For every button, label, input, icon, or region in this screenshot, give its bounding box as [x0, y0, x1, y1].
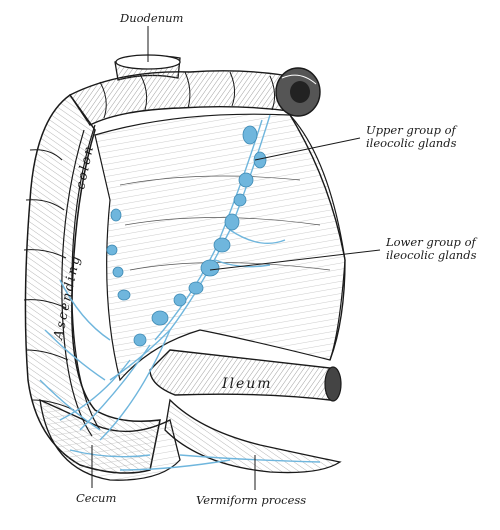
duodenum-label: Duodenum	[120, 11, 184, 25]
upper-group-label	[366, 124, 456, 150]
gland-node	[113, 267, 123, 277]
gland-node	[214, 238, 230, 252]
gland-node	[239, 173, 253, 187]
ileum-label: Ileum	[222, 376, 273, 392]
gland-node	[243, 126, 257, 144]
gland-node	[189, 282, 203, 294]
vermiform-process-label: Vermiform process	[196, 493, 307, 507]
colon-label: colon	[73, 143, 98, 191]
gland-node	[107, 245, 117, 255]
upper-group-line1: Upper group of	[366, 123, 456, 137]
gland-node	[111, 209, 121, 221]
upper-group-line2: ileocolic glands	[366, 136, 457, 150]
lower-group-line1: Lower group of	[386, 235, 476, 249]
gland-node	[234, 194, 246, 206]
gland-node	[174, 294, 186, 306]
gland-node	[118, 290, 130, 300]
cecum-label: Cecum	[76, 491, 117, 505]
lower-group-label	[386, 236, 476, 262]
ascending-colon-label: Ascending	[51, 253, 84, 341]
gland-node	[134, 334, 146, 346]
colic-flexure-knot	[276, 68, 320, 116]
gland-node	[201, 260, 219, 276]
gland-node	[152, 311, 168, 325]
gland-node	[225, 214, 239, 230]
lower-group-line2: ileocolic glands	[386, 248, 477, 262]
